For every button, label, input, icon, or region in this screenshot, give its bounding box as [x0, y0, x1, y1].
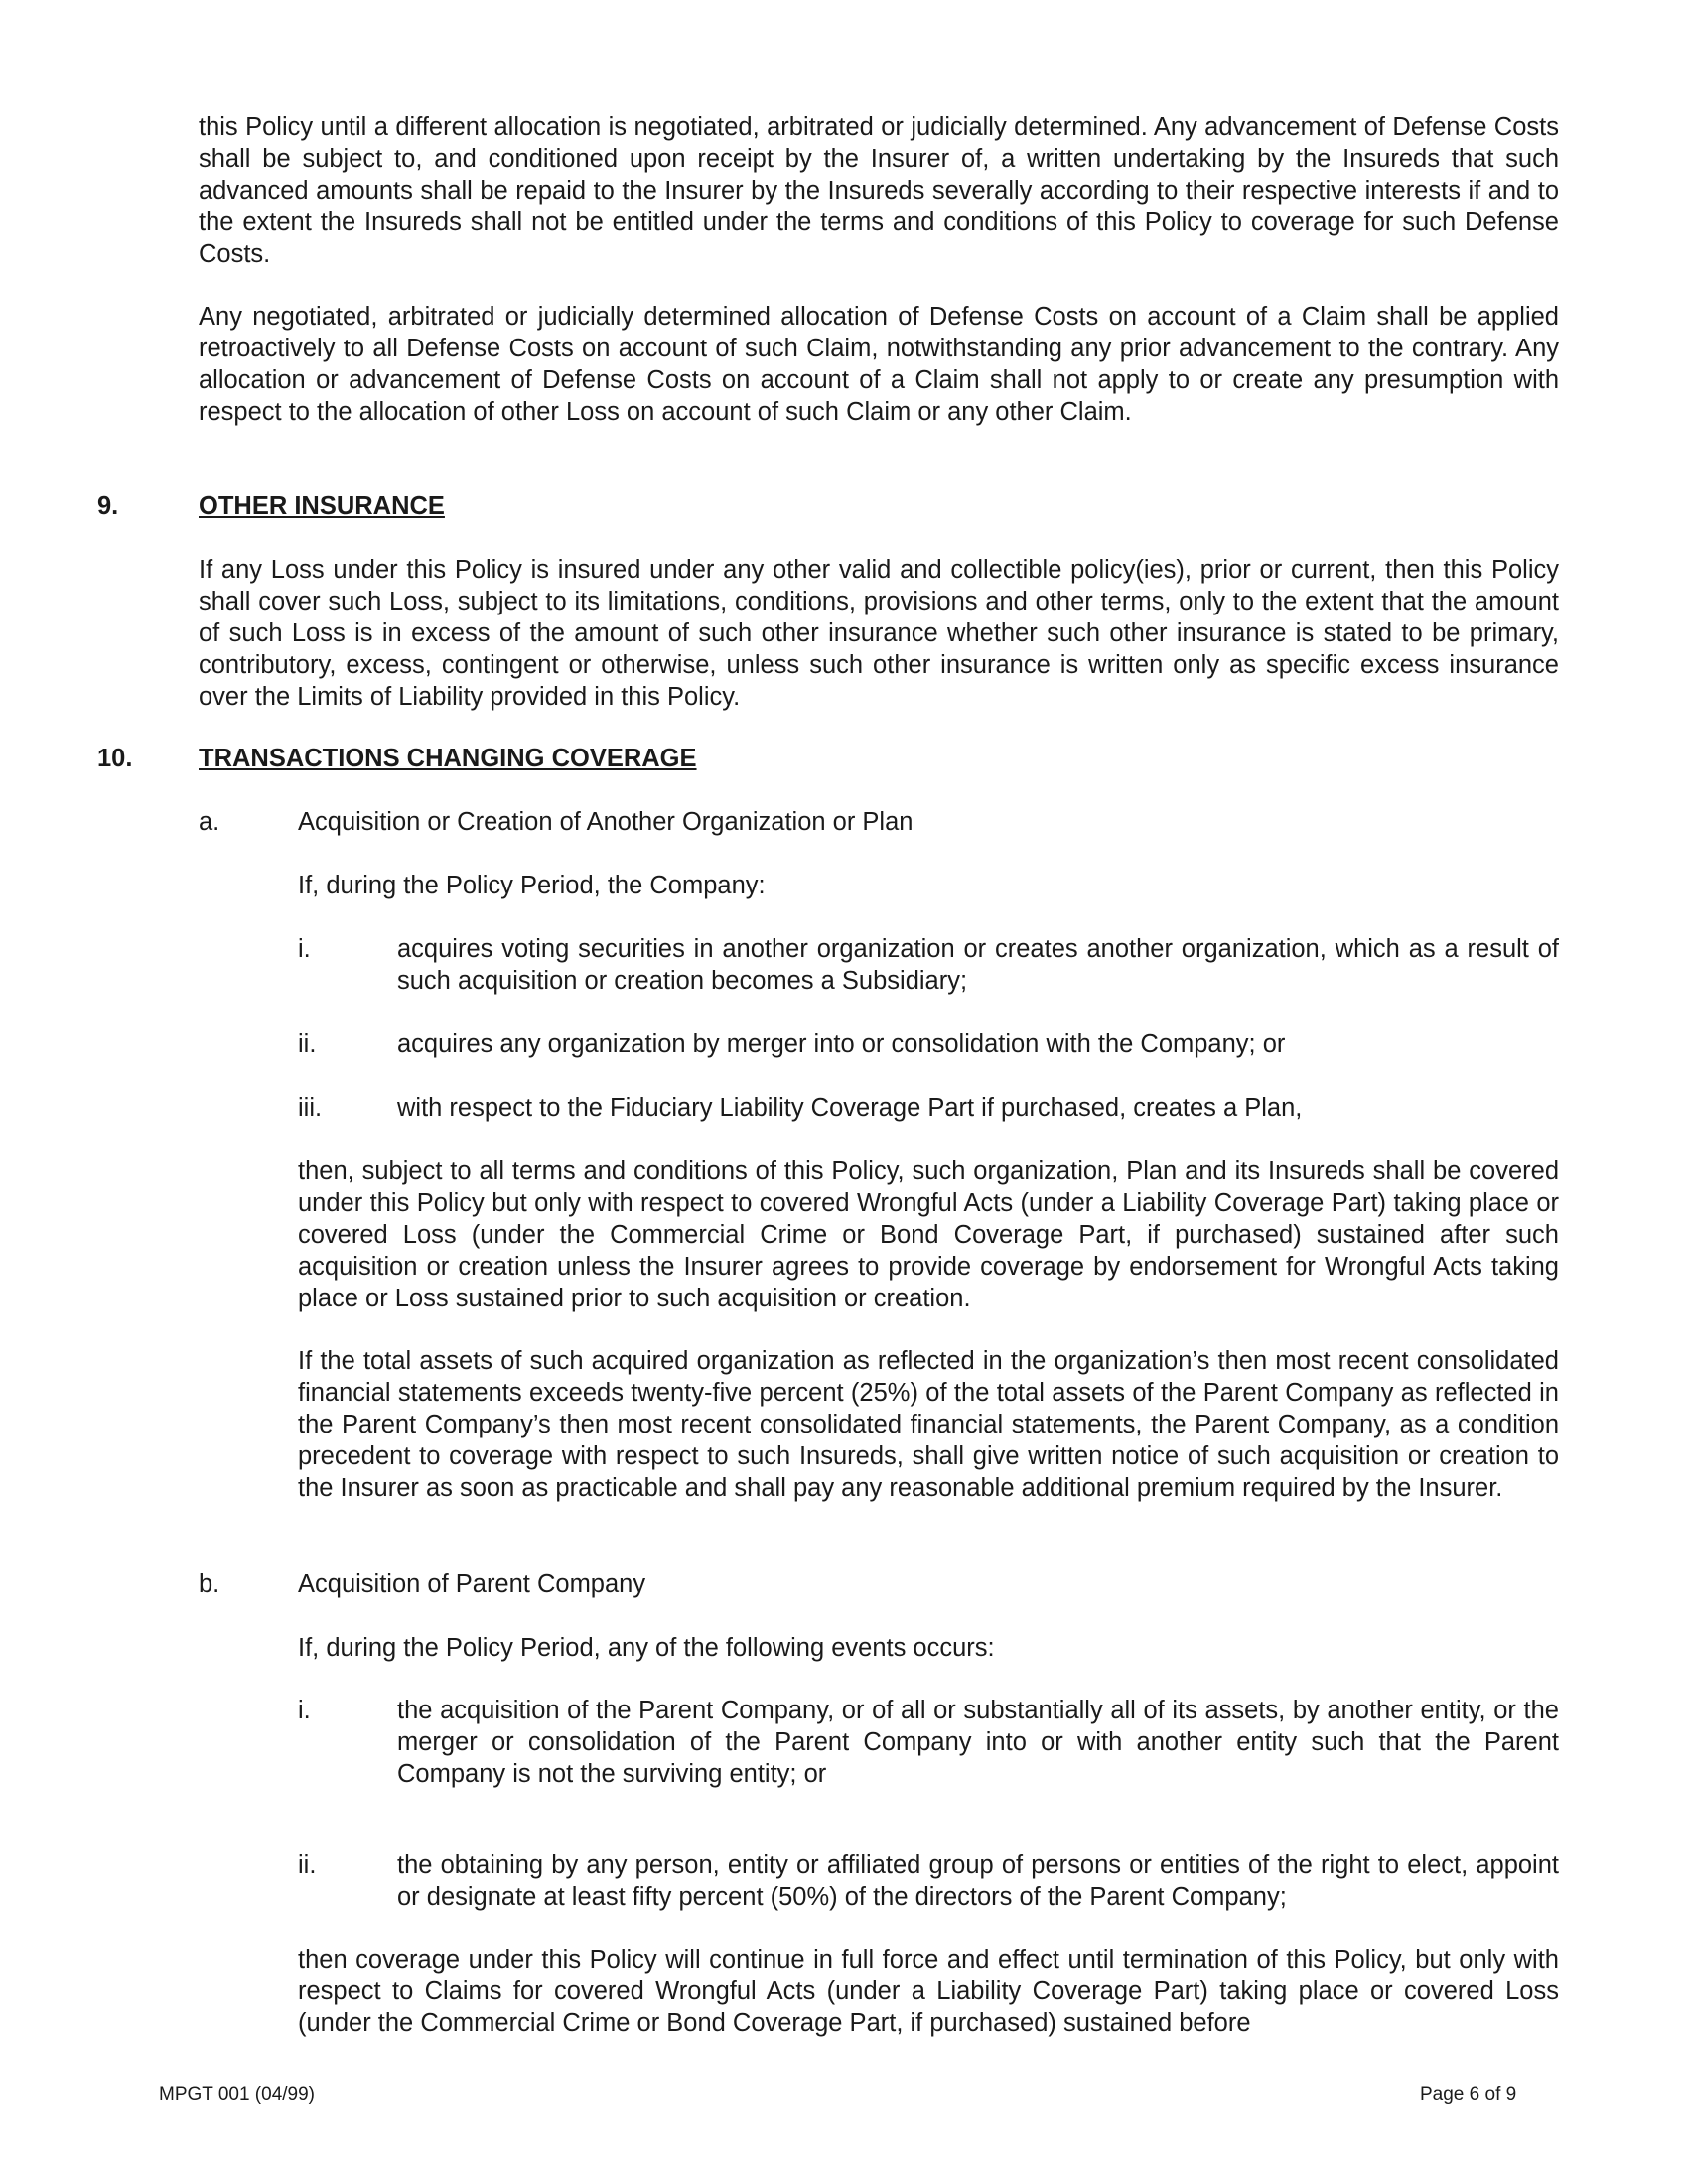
subsection-b-item-2-label: ii.: [298, 1851, 317, 1879]
subsection-b-heading: Acquisition of Parent Company: [298, 1570, 646, 1598]
paragraph-continuation: this Policy until a different allocation is negotiated, arbitrated or judicially determined. Any advancement of Defense Costs shall be subject to, and conditioned upon receipt by the Insurer of, a written undertaking by the Insureds that such advanced amounts shall be repaid to the Insurer by the Insureds severally according to their respective interests if and to the extent the Insureds shall not be entitled under the terms and conditions of this Policy to coverage for such Defense Costs.: [199, 113, 1559, 268]
subsection-b-then: then coverage under this Policy will continue in full force and effect until termination of this Policy, but only with respect to Claims for covered Wrongful Acts (under a Liability Coverage Part) taking place or covered Loss (under the Commercial Crime or Bond Coverage Part, if purchased) sustained before: [298, 1946, 1559, 2037]
subsection-a-item-3-label: iii.: [298, 1094, 323, 1122]
subsection-a-item-1-text: acquires voting securities in another organization or creates another organization, which as a result of such acquisition or creation becomes a Subsidiary;: [397, 935, 1559, 995]
subsection-b-item-2-text: the obtaining by any person, entity or affiliated group of persons or entities of the right to elect, appoint or designate at least fifty percent (50%) of the directors of the Parent Company;: [397, 1851, 1559, 1911]
subsection-a-item-1-label: i.: [298, 935, 311, 963]
subsection-a-assets: If the total assets of such acquired organization as reflected in the organization’s then most recent consolidated financial statements exceeds twenty-five percent (25%) of the total assets of the Parent Company as reflected in the Parent Company’s then most recent consolidated financial statements, the Parent Company, as a condition precedent to coverage with respect to such Insureds, shall give written notice of such acquisition or creation to the Insurer as soon as practicable and shall pay any reasonable additional premium required by the Insurer.: [298, 1347, 1559, 1502]
subsection-b-intro: If, during the Policy Period, any of the following events occurs:: [298, 1634, 995, 1662]
subsection-b-item-1-label: i.: [298, 1697, 311, 1724]
footer-page-number: Page 6 of 9: [1420, 2084, 1517, 2105]
footer-form-number: MPGT 001 (04/99): [159, 2084, 316, 2105]
section-9-body: If any Loss under this Policy is insured under any other valid and collectible policy(ies), prior or current, then this Policy shall cover such Loss, subject to its limitations, conditions, provisions and other terms, only to the extent that the amount of such Loss is in excess of the amount of such other insurance whether such other insurance is stated to be primary, contributory, excess, contingent or otherwise, unless such other insurance is written only as specific excess insurance over the Limits of Liability provided in this Policy.: [199, 556, 1559, 711]
subsection-a-intro: If, during the Policy Period, the Company:: [298, 872, 766, 899]
subsection-b-item-1-text: the acquisition of the Parent Company, or of all or substantially all of its assets, by another entity, or the merger or consolidation of the Parent Company into or with another entity such that the Parent Company is not the surviving entity; or: [397, 1697, 1559, 1788]
paragraph-allocation: Any negotiated, arbitrated or judicially determined allocation of Defense Costs on account of a Claim shall be applied retroactively to all Defense Costs on account of such Claim, notwithstanding any prior advancement to the contrary. Any allocation or advancement of Defense Costs on account of a Claim shall not apply to or create any presumption with respect to the allocation of other Loss on account of such Claim or any other Claim.: [199, 303, 1559, 426]
subsection-a-item-3-text: with respect to the Fiduciary Liability Coverage Part if purchased, creates a Plan,: [397, 1094, 1303, 1122]
subsection-a-then: then, subject to all terms and conditions of this Policy, such organization, Plan and its Insureds shall be covered under this Policy but only with respect to covered Wrongful Acts (under a Liability Coverage Part) taking place or covered Loss (under the Commercial Crime or Bond Coverage Part, if purchased) sustained after such acquisition or creation unless the Insurer agrees to provide coverage by endorsement for Wrongful Acts taking place or Loss sustained prior to such acquisition or creation.: [298, 1158, 1559, 1312]
section-9-number: 9.: [97, 492, 119, 520]
subsection-a-heading: Acquisition or Creation of Another Organization or Plan: [298, 808, 914, 836]
section-10-number: 10.: [97, 745, 133, 772]
subsection-a-item-2-label: ii.: [298, 1030, 317, 1058]
subsection-a-label: a.: [199, 808, 220, 836]
section-9-title: OTHER INSURANCE: [199, 492, 445, 520]
subsection-b-label: b.: [199, 1570, 220, 1598]
subsection-a-item-2-text: acquires any organization by merger into or consolidation with the Company; or: [397, 1030, 1286, 1058]
section-10-title: TRANSACTIONS CHANGING COVERAGE: [199, 745, 697, 772]
